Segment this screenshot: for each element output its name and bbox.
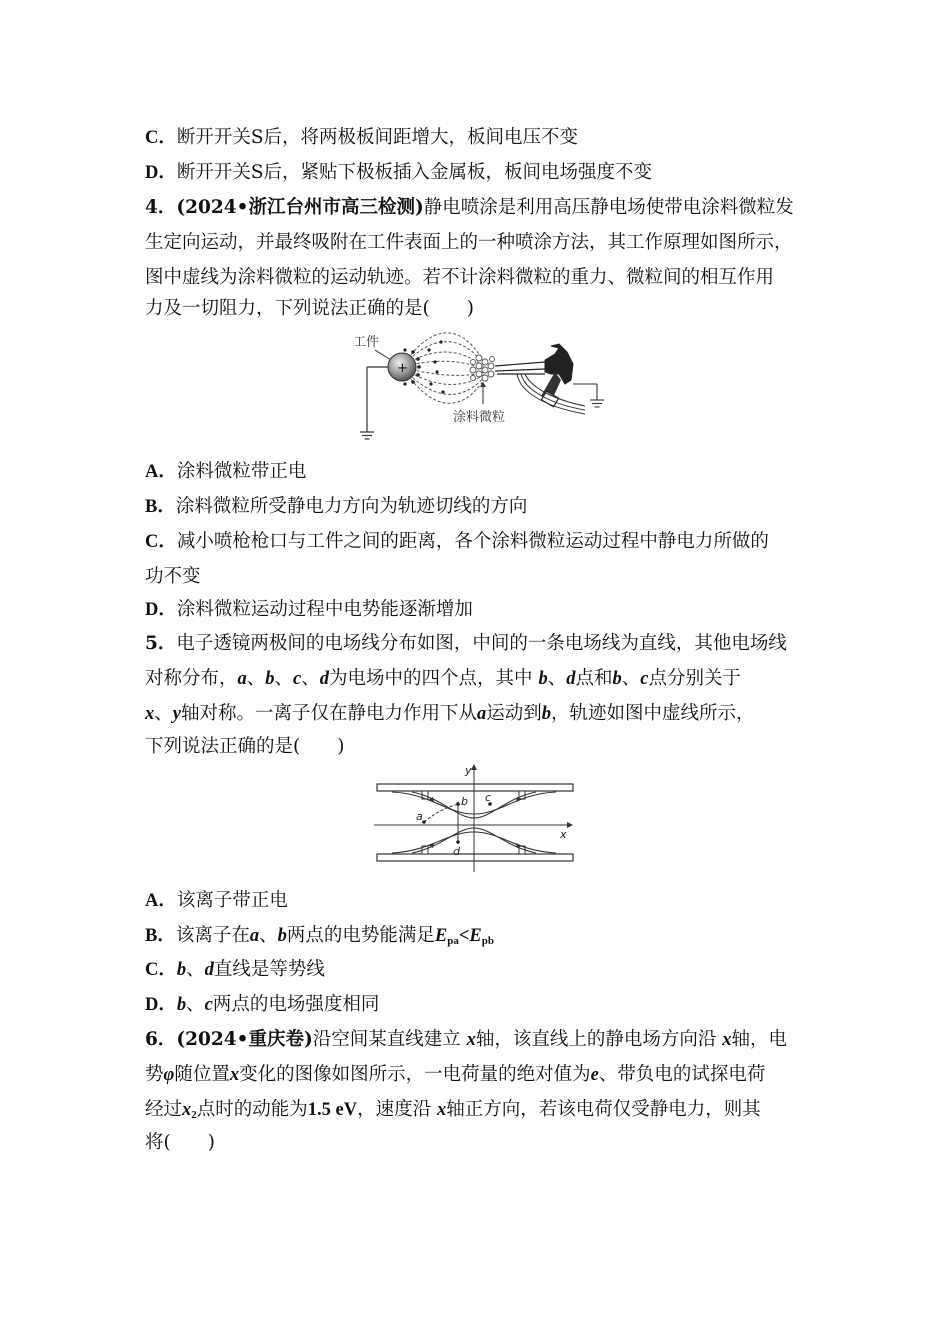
q5-figure-electron-lens xyxy=(372,762,577,874)
q4-figure-electrostatic-spray xyxy=(345,322,610,444)
q5-option-d: D．b、c两点的电场强度相同 xyxy=(145,994,380,1015)
q4-figure-plus-sign: + xyxy=(397,361,408,376)
q5-option-a: A．该离子带正电 xyxy=(145,890,288,911)
q3-option-d: D．断开开关S后，紧贴下极板插入金属板，板间电场强度不变 xyxy=(145,162,653,183)
q4-figure-label-particle: 涂料微粒 xyxy=(453,410,506,425)
q5-figure-point-d: d xyxy=(453,845,460,858)
q4-stem-line1: 4．(2024•浙江台州市高三检测)静电喷涂是利用高压静电场使带电涂料微粒发 xyxy=(145,197,794,218)
q4-stem-line3: 图中虚线为涂料微粒的运动轨迹。若不计涂料微粒的重力、微粒间的相互作用 xyxy=(145,267,775,288)
q5-figure-point-a: a xyxy=(416,810,423,823)
q5-stem-line3: x、y轴对称。一离子仅在静电力作用下从a运动到b，轨迹如图中虚线所示， xyxy=(145,703,755,724)
q5-option-c: C．b、d直线是等势线 xyxy=(145,959,325,980)
q4-option-a: A．涂料微粒带正电 xyxy=(145,461,307,482)
q4-stem-line4: 力及一切阻力，下列说法正确的是( ) xyxy=(145,298,474,319)
q5-figure-point-c: c xyxy=(485,791,492,804)
q6-stem-line1: 6．(2024•重庆卷)沿空间某直线建立 x轴，该直线上的静电场方向沿 x轴，电 xyxy=(145,1029,788,1050)
q4-figure-label-workpiece: 工件 xyxy=(353,335,380,350)
q5-figure-x-label: x xyxy=(560,828,567,841)
q6-stem-line4: 将( ) xyxy=(145,1132,215,1153)
q5-stem-line4: 下列说法正确的是( ) xyxy=(145,736,345,757)
q4-stem-line2: 生定向运动，并最终吸附在工件表面上的一种喷涂方法，其工作原理如图所示， xyxy=(145,232,793,253)
q5-option-b: B．该离子在a、b两点的电势能满足$E_{pa}<E_{pb}$ xyxy=(145,925,494,947)
q4-option-b: B．涂料微粒所受静电力方向为轨迹切线的方向 xyxy=(145,496,528,517)
q5-figure-point-b: b xyxy=(461,795,468,808)
q6-stem-line3: 经过$x_2$点时的动能为1.5 eV，速度沿 x轴正方向，若该电荷仅受静电力，则其 xyxy=(145,1099,761,1121)
q5-stem-line1: 5．电子透镜两极间的电场线分布如图，中间的一条电场线为直线，其他电场线 xyxy=(145,633,787,654)
q5-figure-y-label: y xyxy=(465,764,472,777)
q5-stem-line2: 对称分布，a、b、c、d为电场中的四个点，其中 b、d点和b、c点分别关于 xyxy=(145,668,741,689)
q4-option-c: C．减小喷枪枪口与工件之间的距离，各个涂料微粒运动过程中静电力所做的 xyxy=(145,531,769,552)
q6-stem-line2: 势φ随位置x变化的图像如图所示，一电荷量的绝对值为e、带负电的试探电荷 xyxy=(145,1064,766,1085)
q4-option-d: D．涂料微粒运动过程中电势能逐渐增加 xyxy=(145,599,473,620)
q4-option-c-cont: 功不变 xyxy=(145,566,201,587)
q3-option-c: C．断开开关S后，将两极板间距增大，板间电压不变 xyxy=(145,127,579,148)
